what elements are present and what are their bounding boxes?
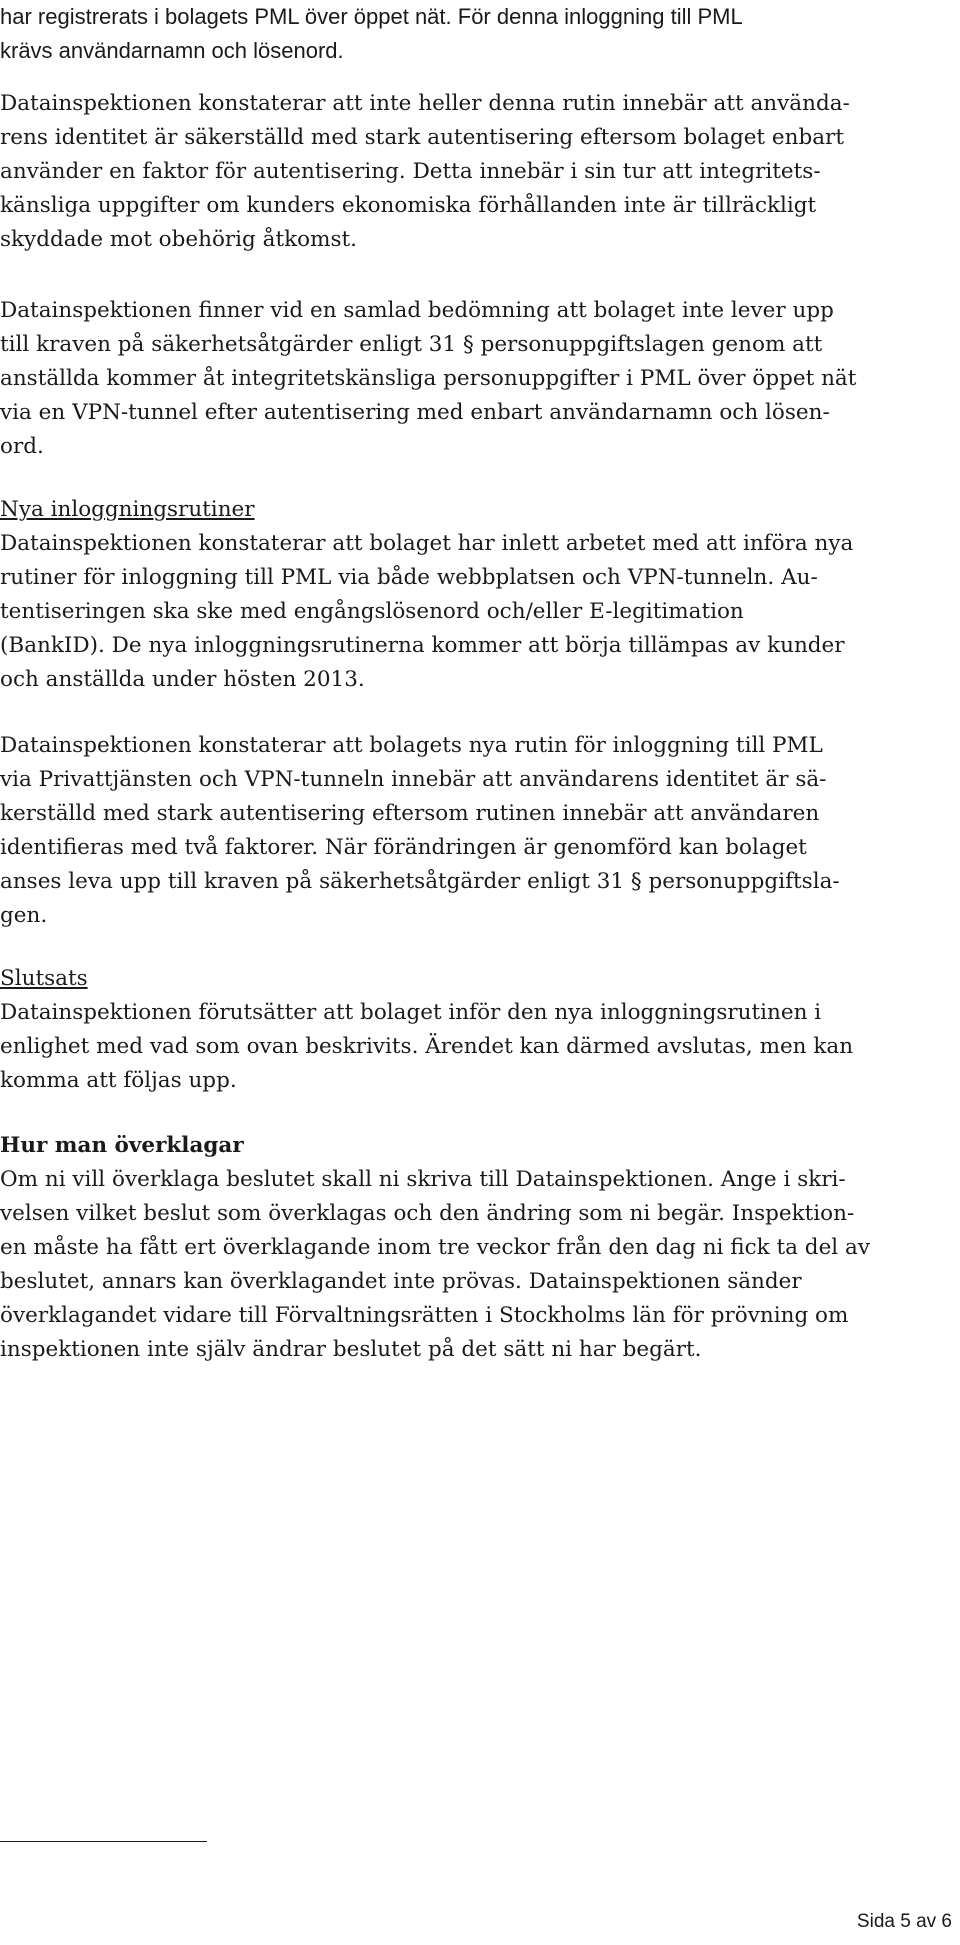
section-heading: Hur man överklagar xyxy=(0,1133,244,1158)
text-line: Datainspektionen konstaterar att inte heller denna rutin innebär att använda- xyxy=(0,91,850,116)
footnote-divider xyxy=(0,1841,207,1842)
text-line: en måste ha fått ert överklagande inom tre veckor från den dag ni fick ta del av xyxy=(0,1235,870,1260)
text-line: Om ni vill överklaga beslutet skall ni skriva till Datainspektionen. Ange i skri- xyxy=(0,1167,846,1192)
text-line: och anställda under hösten 2013. xyxy=(0,667,365,692)
section-appeal xyxy=(0,1129,960,1367)
text-line: rutiner för inloggning till PML via både webbplatsen och VPN-tunneln. Au- xyxy=(0,565,818,590)
text-line: ord. xyxy=(0,434,44,459)
text-line: till kraven på säkerhetsåtgärder enligt 31 § personuppgiftslagen genom att xyxy=(0,332,823,357)
text-line: via en VPN-tunnel efter autentisering med enbart användarnamn och lösen- xyxy=(0,400,830,425)
section-conclusion xyxy=(0,962,960,1098)
text-line: rens identitet är säkerställd med stark autentisering eftersom bolaget enbart xyxy=(0,125,844,150)
paragraph-assessment xyxy=(0,294,960,464)
text-line: känsliga uppgifter om kunders ekonomiska förhållanden inte är tillräckligt xyxy=(0,193,817,218)
section-heading: Nya inloggningsrutiner xyxy=(0,497,255,522)
text-line: beslutet, annars kan överklagandet inte prövas. Datainspektionen sänder xyxy=(0,1269,802,1294)
text-line: kerställd med stark autentisering eftersom rutinen innebär att användaren xyxy=(0,801,820,826)
text-line: enlighet med vad som ovan beskrivits. Ärendet kan därmed avslutas, men kan xyxy=(0,1034,854,1059)
text-line: skyddade mot obehörig åtkomst. xyxy=(0,227,357,252)
intro-paragraph xyxy=(0,0,960,68)
text-line: Datainspektionen förutsätter att bolaget inför den nya inloggningsrutinen i xyxy=(0,1000,822,1025)
page-number: Sida 5 av 6 xyxy=(856,1911,952,1932)
section-new-routines xyxy=(0,493,960,697)
text-line: komma att följas upp. xyxy=(0,1068,237,1093)
text-line: tentiseringen ska ske med engångslösenord och/eller E-legitimation xyxy=(0,599,744,624)
paragraph-new-routine-assessment xyxy=(0,729,960,933)
text-line: inspektionen inte själv ändrar beslutet på det sätt ni har begärt. xyxy=(0,1337,702,1362)
text-line: (BankID). De nya inloggningsrutinerna kommer att börja tillämpas av kunder xyxy=(0,633,845,658)
text-line: har registrerats i bolagets PML över öppet nät. För denna inloggning till PML xyxy=(0,4,743,29)
text-line: gen. xyxy=(0,903,48,928)
text-line: Datainspektionen finner vid en samlad bedömning att bolaget inte lever upp xyxy=(0,298,834,323)
text-line: krävs användarnamn och lösenord. xyxy=(0,38,344,63)
paragraph-identity xyxy=(0,87,960,257)
text-line: använder en faktor för autentisering. Detta innebär i sin tur att integritets- xyxy=(0,159,821,184)
text-line: Datainspektionen konstaterar att bolaget har inlett arbetet med att införa nya xyxy=(0,531,854,556)
text-line: identifieras med två faktorer. När förändringen är genomförd kan bolaget xyxy=(0,835,807,860)
text-line: anses leva upp till kraven på säkerhetsåtgärder enligt 31 § personuppgiftsla- xyxy=(0,869,840,894)
text-line: Datainspektionen konstaterar att bolagets nya rutin för inloggning till PML xyxy=(0,733,823,758)
text-line: överklagandet vidare till Förvaltningsrätten i Stockholms län för prövning om xyxy=(0,1303,849,1328)
section-heading: Slutsats xyxy=(0,966,88,991)
text-line: velsen vilket beslut som överklagas och den ändring som ni begär. Inspektion- xyxy=(0,1201,855,1226)
text-line: anställda kommer åt integritetskänsliga personuppgifter i PML över öppet nät xyxy=(0,366,857,391)
text-line: via Privattjänsten och VPN-tunneln innebär att användarens identitet är sä- xyxy=(0,767,827,792)
